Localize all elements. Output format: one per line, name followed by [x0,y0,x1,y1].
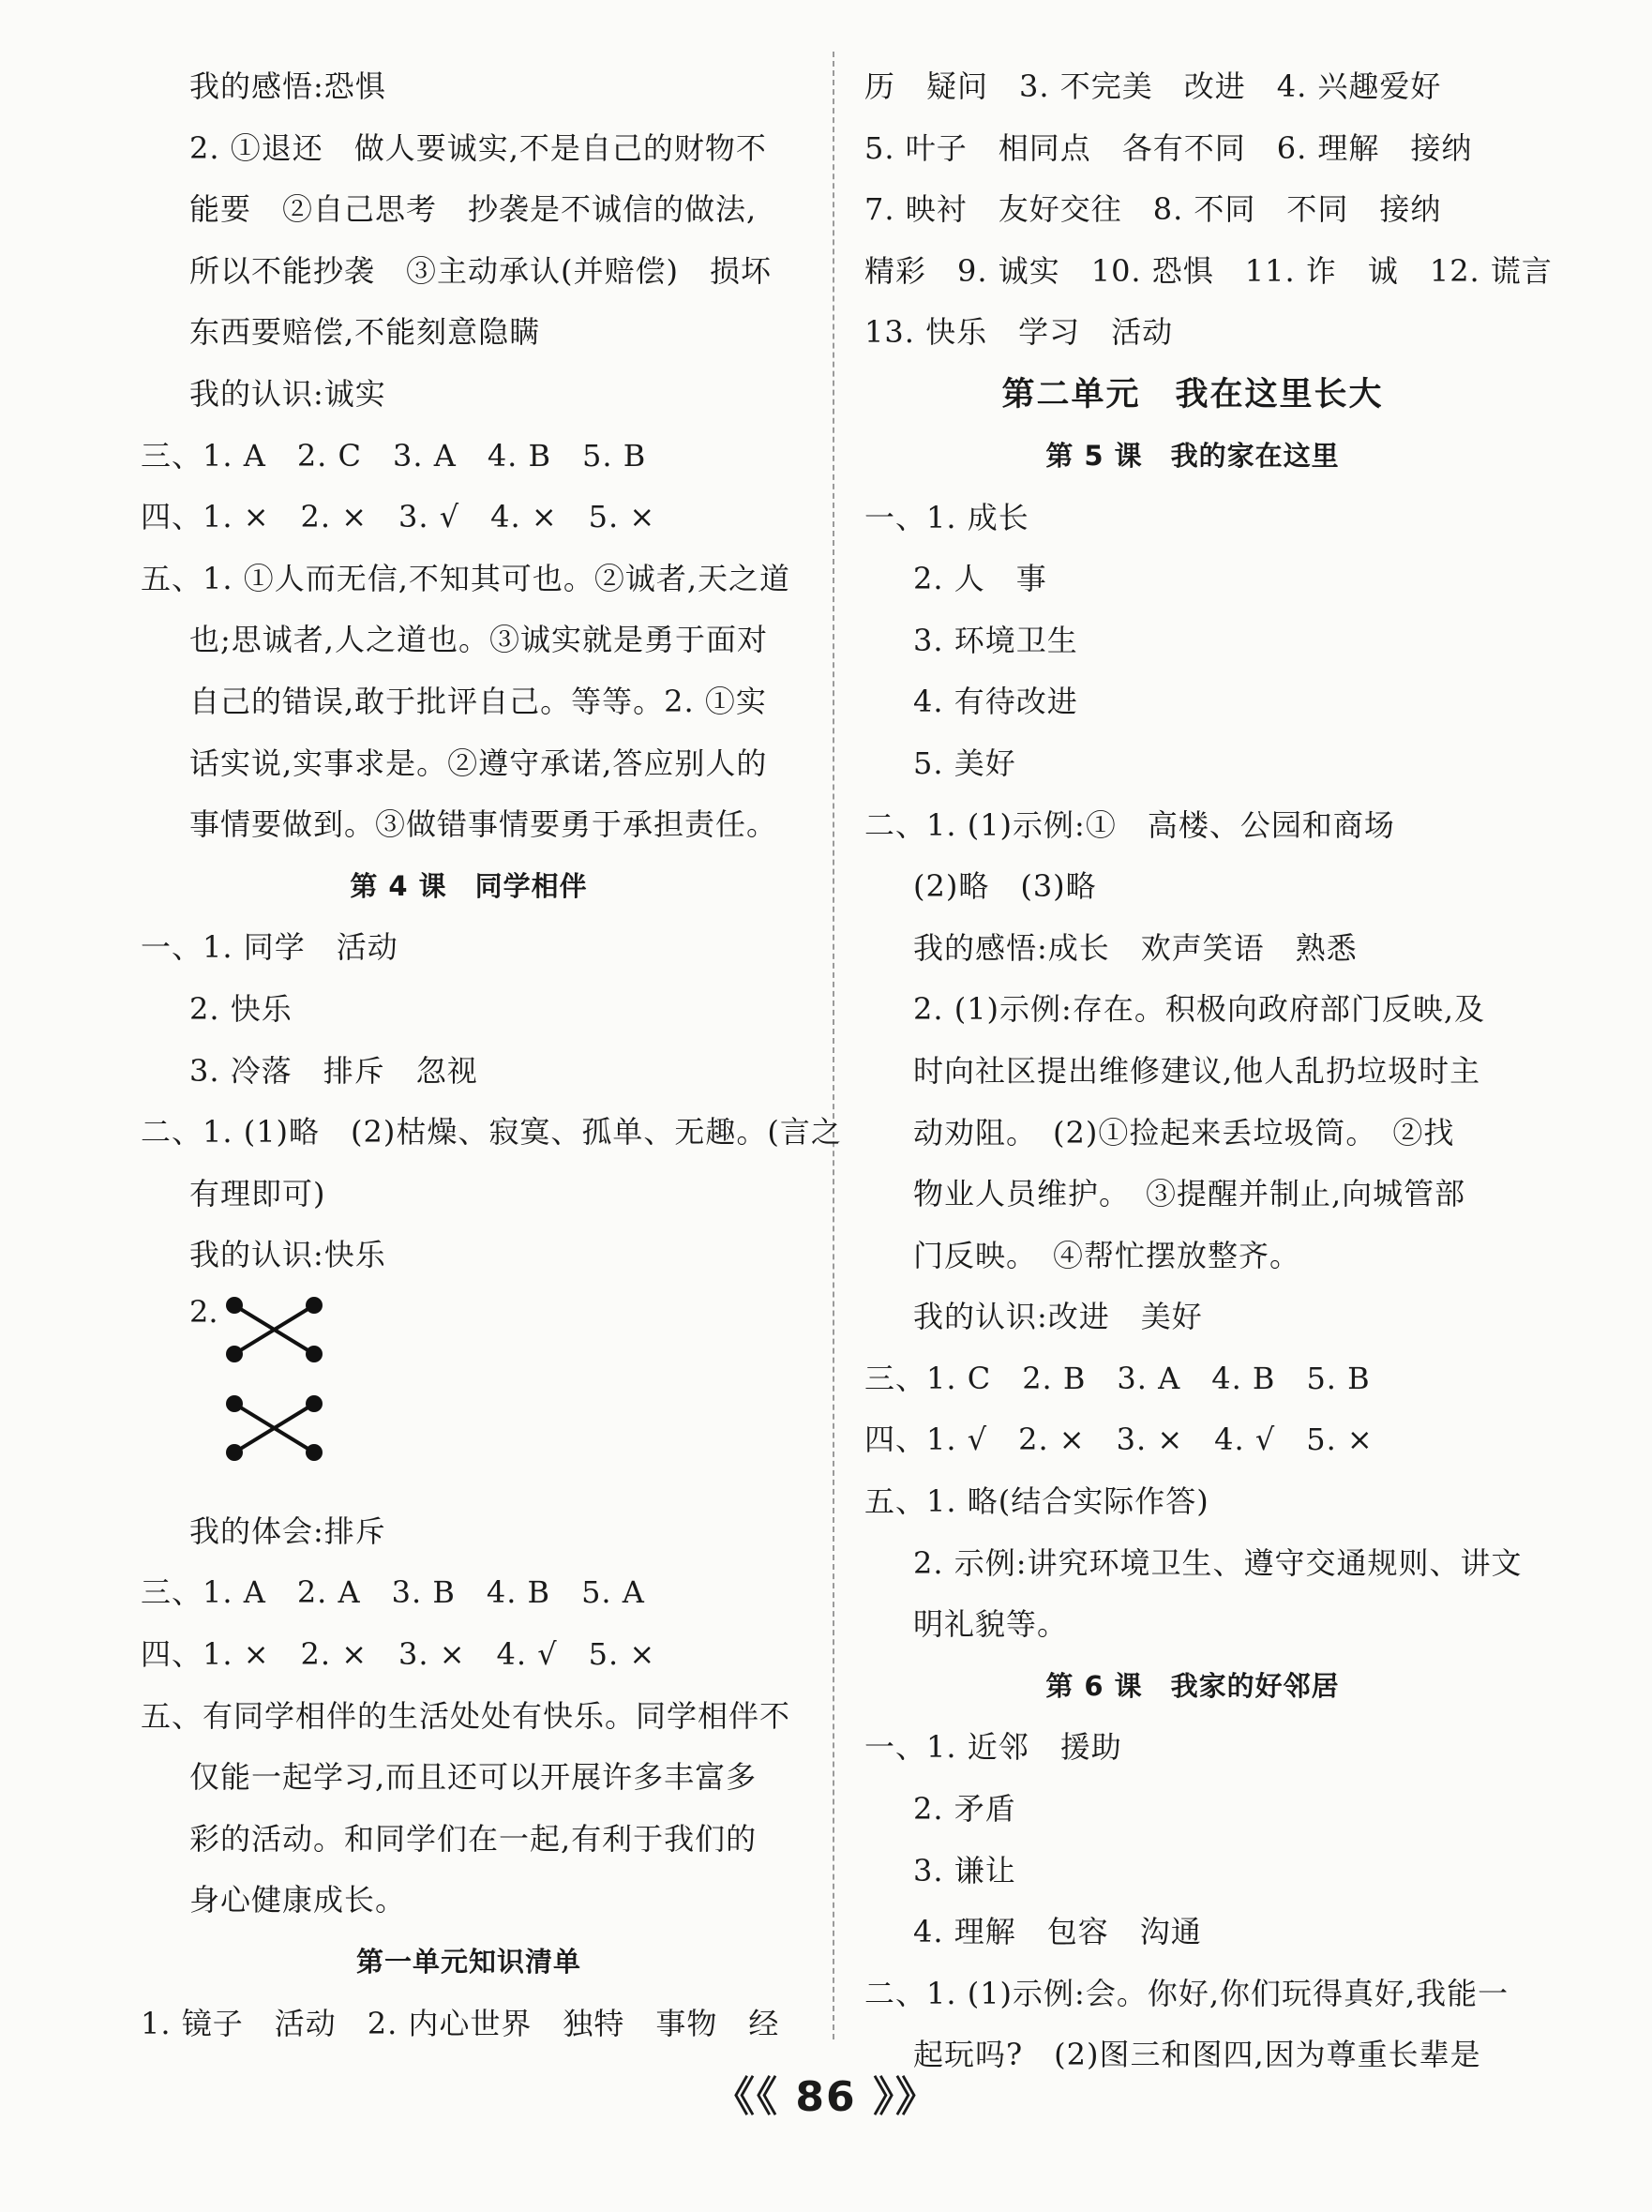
answer-line: 2. 矛盾 [913,1791,1016,1828]
answer-line: 时向社区提出维修建议,他人乱扔垃圾时主 [913,1052,1481,1089]
answer-line: 彩的活动。和同学们在一起,有利于我们的 [189,1820,758,1857]
answer-line: 四、1. √ 2. × 3. × 4. √ 5. × [864,1422,1374,1458]
answer-line: 仅能一起学习,而且还可以开展许多丰富多 [189,1759,758,1796]
answer-line: 三、1. C 2. B 3. A 4. B 5. B [864,1360,1371,1396]
matching-number: 2. [189,1293,218,1330]
answer-line: 3. 环境卫生 [913,622,1078,658]
answer-line: 2. 快乐 [189,990,293,1027]
answer-line: 二、1. (1)示例:① 高楼、公园和商场 [864,806,1395,843]
lesson-heading: 第 5 课 我的家在这里 [1045,439,1340,472]
matching-diagram [141,1287,797,1501]
answer-line: 一、1. 同学 活动 [141,929,398,966]
answer-line: 三、1. A 2. C 3. A 4. B 5. B [141,437,647,474]
answer-line: 2. ①退还 做人要诚实,不是自己的财物不 [189,129,767,166]
answer-line: 我的认识:诚实 [189,375,386,412]
answer-line: 物业人员维护。 ③提醒并制止,向城管部 [913,1176,1466,1212]
answer-line: 能要 ②自己思考 抄袭是不诚信的做法, [189,191,758,228]
answer-line: 门反映。 ④帮忙摆放整齐。 [913,1237,1301,1273]
match-dot [306,1395,323,1412]
answer-line: 4. 有待改进 [913,684,1078,720]
answer-line: 身心健康成长。 [189,1882,407,1919]
match-dot [226,1444,243,1461]
lesson-heading: 第 4 课 同学相伴 [350,869,588,902]
answer-line: 1. 镜子 活动 2. 内心世界 独特 事物 经 [141,2005,780,2041]
answer-line: 自己的错误,敢于批评自己。等等。2. ①实 [189,683,767,719]
answer-line: 我的体会:排斥 [189,1512,386,1549]
right-column [864,56,1553,2086]
answer-line: 我的感悟:恐惧 [189,68,386,104]
matching-lines-figure [216,1291,347,1469]
unit-heading: 第二单元 我在这里长大 [1001,375,1384,414]
answer-line: 13. 快乐 学习 活动 [864,314,1174,351]
lesson-heading: 第 6 课 我家的好邻居 [1045,1669,1340,1702]
page-number: 86 [795,2073,857,2121]
answer-line: 一、1. 成长 [864,499,1029,535]
answer-line: 所以不能抄袭 ③主动承认(并赔偿) 损坏 [189,252,772,289]
answer-line: 四、1. × 2. × 3. × 4. √ 5. × [141,1636,656,1673]
answer-line: 2. (1)示例:存在。积极向政府部门反映,及 [913,991,1485,1028]
answer-line: 我的认识:快乐 [189,1237,386,1273]
answer-line: 精彩 9. 诚实 10. 恐惧 11. 诈 诚 12. 谎言 [864,252,1553,289]
answer-line: 三、1. A 2. A 3. B 4. B 5. A [141,1574,645,1611]
answer-line: 四、1. × 2. × 3. √ 4. × 5. × [141,499,656,535]
answer-line: 明礼貌等。 [913,1606,1069,1643]
answer-line: 2. 人 事 [913,561,1047,597]
answer-line: 5. 叶子 相同点 各有不同 6. 理解 接纳 [864,129,1473,166]
answer-line: 事情要做到。③做错事情要勇于承担责任。 [189,806,778,843]
answer-line: 二、1. (1)示例:会。你好,你们玩得真好,我能一 [864,1975,1509,2011]
column-divider [833,52,834,2039]
page-decor-left: 《《 [713,2073,780,2121]
answer-line: 我的认识:改进 美好 [913,1299,1203,1335]
answer-line: 3. 谦让 [913,1852,1016,1888]
answer-line: 也;思诚者,人之道也。③诚实就是勇于面对 [189,622,768,658]
answer-line: 7. 映衬 友好交往 8. 不同 不同 接纳 [864,191,1442,228]
answer-line: 五、1. 略(结合实际作答) [864,1483,1209,1520]
answer-line: 我的感悟:成长 欢声笑语 熟悉 [913,929,1358,966]
left-column [141,56,842,2054]
answer-line: 东西要赔偿,不能刻意隐瞒 [189,314,541,351]
answer-line: 五、1. ①人而无信,不知其可也。②诚者,天之道 [141,560,791,596]
answer-line: 5. 美好 [913,745,1016,781]
answer-line: 二、1. (1)略 (2)枯燥、寂寞、孤单、无趣。(言之 [141,1114,842,1151]
match-dot [226,1395,243,1412]
match-dot [306,1297,323,1314]
match-dot [226,1297,243,1314]
section-heading: 第一单元知识清单 [355,1946,581,1979]
answer-line: 一、1. 近邻 援助 [864,1729,1122,1766]
answer-line: 有理即可) [189,1175,326,1211]
match-dot [306,1444,323,1461]
answer-line: (2)略 (3)略 [913,868,1097,905]
answer-line: 2. 示例:讲究环境卫生、遵守交通规则、讲文 [913,1544,1523,1581]
answer-line: 五、有同学相伴的生活处处有快乐。同学相伴不 [141,1697,791,1734]
answer-line: 3. 冷落 排斥 忽视 [189,1052,478,1089]
answer-line: 起玩吗? (2)图三和图四,因为尊重长辈是 [913,2037,1481,2073]
match-dot [306,1346,323,1362]
answer-line: 历 疑问 3. 不完美 改进 4. 兴趣爱好 [864,68,1442,104]
page-number-footer [0,2063,1652,2123]
answer-line: 4. 理解 包容 沟通 [913,1914,1202,1950]
answer-line: 动劝阻。 (2)①捡起来丢垃圾筒。 ②找 [913,1114,1455,1151]
answer-line: 话实说,实事求是。②遵守承诺,答应别人的 [189,745,768,781]
page-decor-right: 》》 [872,2073,939,2121]
match-dot [226,1346,243,1362]
